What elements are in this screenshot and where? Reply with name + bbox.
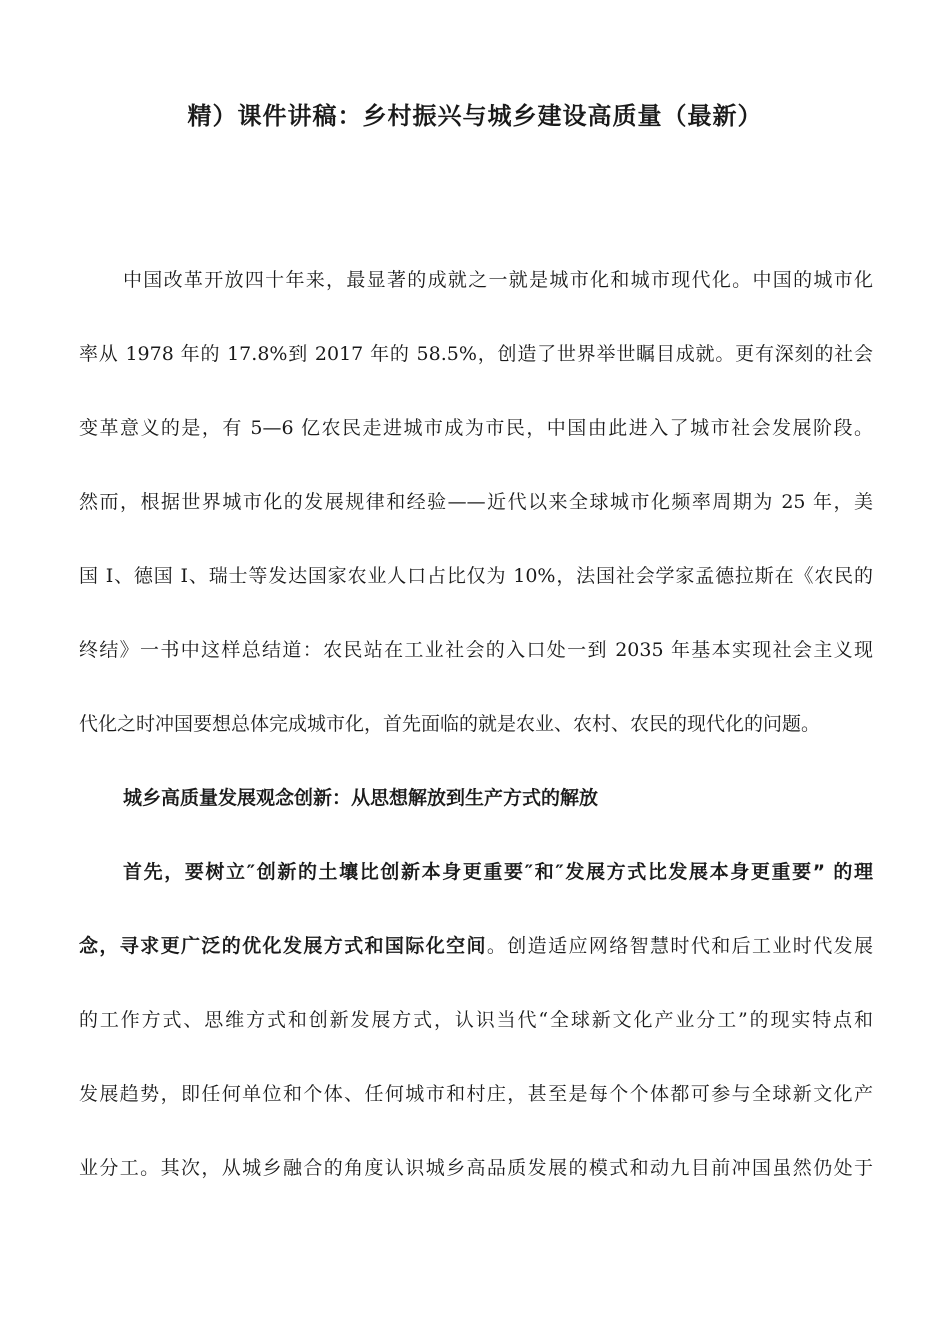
paragraph-line: 中国改革开放四十年来，最显著的成就之一就是城市化和城市现代化。中国的城市化 (123, 269, 873, 291)
paragraph-line: 的工作方式、思维方式和创新发展方式，认识当代“全球新文化产业分工”的现实特点和 (79, 1009, 873, 1031)
plain-phrase: 。创造适应网络智慧时代和后工业时代发展 (486, 935, 873, 957)
document-title: 精）课件讲稿：乡村振兴与城乡建设高质量（最新） (187, 102, 763, 130)
paragraph-line: 发展趋势，即任何单位和个体、任何城市和村庄，甚至是每个个体都可参与全球新文化产 (79, 1083, 873, 1105)
paragraph-line: 然而，根据世界城市化的发展规律和经验——近代以来全球城市化频率周期为 25 年，美 (79, 491, 873, 513)
paragraph-line: 终结》一书中这样总结道：农民站在工业社会的入口处一到 2035 年基本实现社会主义现 (79, 639, 873, 661)
paragraph-line-mixed (79, 926, 873, 1000)
paragraph-line: 变革意义的是，有 5—6 亿农民走进城市成为市民，中国由此进入了城市社会发展阶段。 (79, 417, 873, 439)
section-heading: 城乡高质量发展观念创新：从思想解放到生产方式的解放 (123, 787, 599, 809)
paragraph-line: 业分工。其次，从城乡融合的角度认识城乡高品质发展的模式和动九目前冲国虽然仍处于 (79, 1157, 873, 1179)
bold-phrase: 念，寻求更广泛的优化发展方式和国际化空间 (79, 935, 487, 957)
paragraph-line: 代化之时冲国要想总体完成城市化，首先面临的就是农业、农村、农民的现代化的问题。 (79, 713, 821, 735)
document-body (79, 260, 873, 1222)
paragraph-line: 率从 1978 年的 17.8%到 2017 年的 58.5%，创造了世界举世瞩目成就。更有深刻的社会 (79, 343, 873, 365)
paragraph-line-bold: 首先，要树立″创新的土壤比创新本身更重要″和″发展方式比发展本身更重要” 的理 (123, 861, 873, 883)
paragraph-line: 国 I、德国 I、瑞士等发达国家农业人口占比仅为 10%，法国社会学家孟德拉斯在《农民的 (79, 565, 873, 587)
